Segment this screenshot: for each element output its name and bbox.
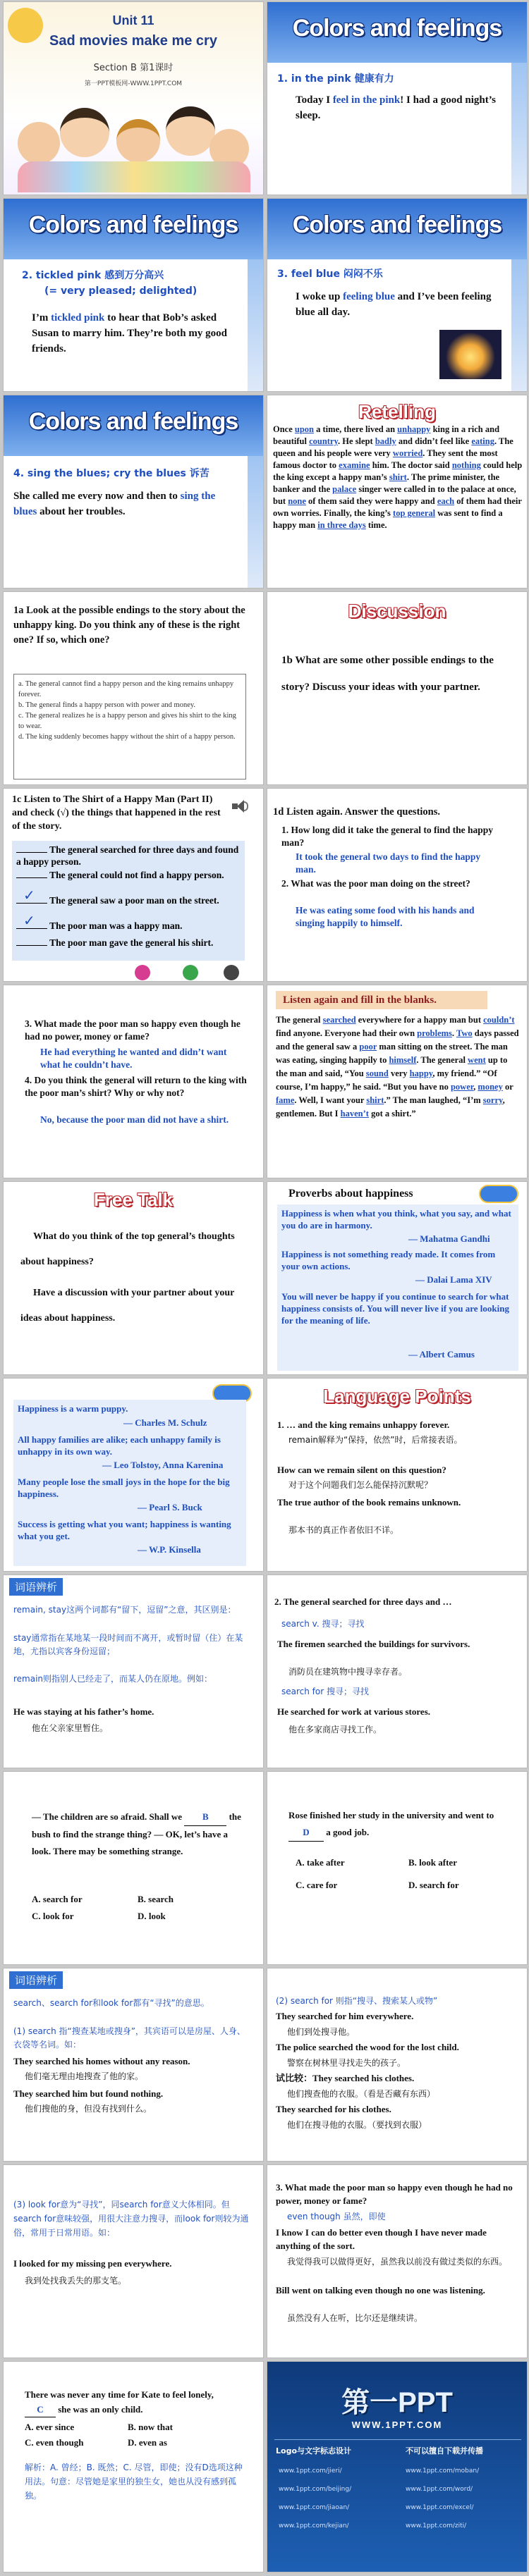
lp-1: 1. … and the king remains unhappy forever. <box>277 1419 450 1430</box>
option-b: B. look after <box>408 1857 457 1868</box>
lp-search-4: 消防员在建筑物中搜寻幸存者。 <box>288 1667 408 1677</box>
option-d: D. search for <box>408 1880 459 1890</box>
slide-heading: Language Points <box>323 1386 471 1407</box>
option-a: A. take after <box>296 1857 345 1868</box>
slide-fill-blanks <box>267 985 528 1178</box>
et-4: 我觉得我可以做得更好，虽然我以前没有做过类似的东西。 <box>287 2257 508 2267</box>
option-c: C. look for <box>32 1911 74 1921</box>
section-label: 词语辨析 <box>9 1971 63 1989</box>
proverb-2: Happiness is not something ready made. It comes from your own actions. <box>281 1249 496 1271</box>
check-item-1: The general searched for three days and found a happy person. <box>16 844 239 867</box>
slide-colors-2 <box>3 198 264 392</box>
children-illustration <box>18 94 250 192</box>
exercise-question: There was never any time for Kate to feel lonely, C she was an only child. <box>25 2387 236 2417</box>
passage-text: king in a rich and beautiful <box>273 424 500 446</box>
retelling-passage <box>273 424 523 531</box>
slide-colors-4 <box>3 395 264 588</box>
answer-word: went <box>468 1055 486 1065</box>
slide-title <box>3 1 264 195</box>
stop-button-icon[interactable] <box>224 965 239 980</box>
proverb-6-author: — Pearl S. Buck <box>138 1502 202 1512</box>
check-item-3: ✓ The general saw a poor man on the street. <box>16 894 239 906</box>
answer-word: badly <box>375 436 396 446</box>
proverb-7: Success is getting what you want; happiness is wanting what you get. <box>18 1519 231 1541</box>
proverb-7-author: — W.P. Kinsella <box>138 1544 201 1555</box>
passage-text: . He slept <box>338 436 375 446</box>
slide-heading: Proverbs about happiness <box>288 1188 413 1200</box>
passage-text: of them had their own worries. Finally, the king’s <box>273 496 522 518</box>
caption-left: Logo与文字标志设计 <box>276 2446 351 2455</box>
lp-search-7: 他在多家商店寻找工作。 <box>288 1725 382 1734</box>
slide-heading: Colors and feelings <box>292 211 502 238</box>
answer-word: Two <box>456 1028 473 1038</box>
proverb-1: Happiness is when what you think, what you say, and what you do are in harmony. <box>281 1208 511 1231</box>
question-1c: 1c Listen to The Shirt of a Happy Man (Part II) and check (√) the things that happened in the rest of the story. <box>12 794 221 832</box>
lf-2: I looked for my missing pen everywhere. <box>13 2258 172 2269</box>
slide-search-compare <box>3 1968 264 2162</box>
question-1b: 1b What are some other possible endings to the story? Discuss your ideas with your partner. <box>281 655 494 693</box>
endings-box <box>13 674 246 779</box>
option-d: D. look <box>138 1911 166 1921</box>
answer-blank: C <box>25 2402 56 2417</box>
example-sentence: I’m tickled pink to hear that Bob’s asked Susan to marry him. They’re both my good friends. <box>32 312 227 355</box>
slide-colors-1 <box>267 1 528 195</box>
passage-text: . The prime minister, the banker and the <box>273 472 500 494</box>
section-label: 词语辨析 <box>9 1578 63 1596</box>
q3: 3. What made the poor man so happy even though he had no power, money or fame? <box>25 1018 241 1042</box>
passage-text: The general <box>276 1015 323 1025</box>
play-button-icon[interactable] <box>135 965 150 980</box>
note-example-2: They searched him but found nothing. <box>13 2088 164 2099</box>
sf-8: They searched for his clothes. <box>276 2104 391 2114</box>
speaker-icon[interactable] <box>273 796 280 803</box>
ending-b: b. The general finds a happy person with power and money. <box>18 701 196 709</box>
note-translation-2: 他们搜他的身，但没有找到什么。 <box>25 2104 152 2114</box>
passage-text: and didn’t feel like <box>396 436 472 446</box>
passage-text: everywhere for a happy man but <box>355 1015 484 1025</box>
passage-text: , my friend.” “Of course, I’m happy,” he said. “But you have no <box>276 1068 497 1092</box>
phrase-item: 2. tickled pink 感到万分高兴 <box>22 270 164 281</box>
passage-text: Once <box>273 424 295 434</box>
proverb-4: Happiness is a warm puppy. <box>18 1403 128 1414</box>
footer-link[interactable]: www.1ppt.com/word/ <box>406 2486 473 2493</box>
sf-1: (2) search for 则指“搜寻、搜索某人或物” <box>276 1996 438 2006</box>
explanation: 解析：A. 曾经；B. 既然；C. 尽管，即使；没有D选项这种用法。句意：尽管她是家里的独生女，她也从没有感到孤独。 <box>25 2463 243 2501</box>
sf-7: 他们搜查他的衣服。（看是否藏有东西） <box>287 2089 436 2099</box>
brand-url: WWW.1PPT.COM <box>351 2420 443 2430</box>
footer-link[interactable]: www.1ppt.com/beijing/ <box>279 2486 352 2493</box>
slide-exercise-1 <box>3 1771 264 1965</box>
passage-text: .” The man laughed, “I’m <box>384 1095 483 1105</box>
slide-search <box>267 1574 528 1768</box>
footer-link[interactable]: www.1ppt.com/jiaoan/ <box>279 2504 350 2511</box>
answer-word: eating <box>471 436 494 446</box>
slide-exercise-2 <box>267 1771 528 1965</box>
sf-4: The police searched the wood for the lost child. <box>276 2042 459 2052</box>
answer-word: couldn’t <box>483 1015 515 1025</box>
slide-1c <box>3 788 264 982</box>
speaker-icon[interactable] <box>231 799 249 814</box>
note-example-1: They searched his homes without any reason. <box>13 2056 190 2066</box>
slide-heading: Retelling <box>358 401 436 422</box>
et-2: even though 虽然，即使 <box>287 2212 386 2221</box>
brand-logo: 第一PPT <box>341 2387 453 2418</box>
slide-heading: Colors and feelings <box>28 211 238 238</box>
sf-5: 警察在树林里寻找走失的孩子。 <box>287 2058 406 2068</box>
footer-link[interactable]: www.1ppt.com/kejian/ <box>279 2522 349 2529</box>
proverb-3: You will never be happy if you continue to search for what happiness consists of. You will never live if you are looking for the meaning of life. <box>281 1291 509 1326</box>
answer-word: shirt <box>389 472 407 482</box>
note-example: He was staying at his father’s home. <box>13 1706 154 1717</box>
option-a: A. ever since <box>25 2422 75 2432</box>
free-talk-q1: What do you think of the top general’s thoughts about happiness? <box>20 1231 235 1267</box>
answer-word: searched <box>322 1015 356 1025</box>
note-translation: 他在父亲家里暂住。 <box>32 1723 109 1733</box>
proverb-6: Many people lose the small joys in the hope for the big happiness. <box>18 1477 230 1499</box>
slide-heading: Colors and feelings <box>28 408 238 435</box>
q4: 4. Do you think the general will return to the king with the poor man’s shirt? Why or why not? <box>25 1075 247 1098</box>
check-mark: ✓ <box>23 887 35 904</box>
slide-free-talk <box>3 1181 264 1375</box>
check-list <box>12 841 245 961</box>
answer-word: himself <box>389 1055 417 1065</box>
example-sentence: Today I feel in the pink! I had a good night’s sleep. <box>296 94 496 121</box>
lp-4: 对于这个问题我们怎么能保持沉默呢？ <box>288 1480 433 1490</box>
passage-text: . The general <box>416 1055 468 1065</box>
lp-search-5: search for 搜寻；寻找 <box>281 1687 369 1696</box>
proverb-5: All happy families are alike; each unhappy family is unhappy in its own way. <box>18 1434 221 1457</box>
passage-text: time. <box>365 520 387 530</box>
answer-word: worried <box>392 448 423 458</box>
section-label: Section B 第1课时 <box>93 63 174 73</box>
footer-link[interactable]: www.1ppt.com/moban/ <box>406 2467 480 2475</box>
option-b: B. search <box>138 1894 174 1904</box>
next-button-icon[interactable] <box>183 965 198 980</box>
passage-text: singer were called in to the palace at once, but <box>273 484 516 506</box>
answer-blank: B <box>184 1808 226 1826</box>
passage-text: . <box>451 1028 456 1038</box>
answer-word: examine <box>339 460 370 470</box>
footer-link[interactable]: www.1ppt.com/jieri/ <box>279 2467 342 2475</box>
site-label: 第一PPT模板网-WWW.1PPT.COM <box>84 80 183 87</box>
passage-text: , <box>473 1082 478 1092</box>
a3: He had everything he wanted and didn’t want what he couldn’t have. <box>40 1047 227 1070</box>
answer-word: nothing <box>451 460 481 470</box>
ending-c: c. The general realizes he is a happy person and gives his shirt to the king to wear. <box>18 712 236 730</box>
lesson-title: Sad movies make me cry <box>49 33 217 49</box>
passage-text: very <box>388 1068 410 1078</box>
lp-search-2: search v. 搜寻；寻找 <box>281 1619 365 1629</box>
a2: He was eating some food with his hands and singing happily to himself. <box>296 905 475 928</box>
passage-text: find anyone. Everyone had their own <box>276 1028 418 1038</box>
slide-heading: Colors and feelings <box>292 15 502 42</box>
check-item-2: The general could not find a happy person. <box>16 869 239 881</box>
answer-word: poor <box>359 1042 377 1052</box>
phrase-item-note: (= very pleased; delighted) <box>44 285 197 297</box>
option-c: C. care for <box>296 1880 338 1890</box>
option-a: A. search for <box>32 1894 83 1904</box>
passage-text: was sent to find a happy man <box>273 508 503 530</box>
lf-3: 我到处找我丢失的那支笔。 <box>25 2276 127 2286</box>
slide-proverbs-2 <box>3 1378 264 1572</box>
note-1: remain, stay这两个词都有“留下，逗留”之意，其区别是： <box>13 1605 236 1615</box>
proverb-1-author: — Mahatma Gandhi <box>408 1233 490 1244</box>
passage-text: . Well, I want your <box>294 1095 367 1105</box>
et-1: 3. What made the poor man so happy even though he had no power, money or fame? <box>276 2182 513 2206</box>
slide-1a <box>3 591 264 785</box>
slide-exercise-3 <box>3 2361 264 2572</box>
answer-word: top general <box>393 508 436 518</box>
passage-text: up to the man and said, “You <box>276 1055 508 1078</box>
phrase-item: 4. sing the blues; cry the blues 诉苦 <box>13 468 209 479</box>
happy-badge-icon <box>479 1185 518 1203</box>
answer-word: in three days <box>317 520 366 530</box>
note-3: remain则指别人已经走了，而某人仍在原地。例如： <box>13 1674 213 1684</box>
proverb-3-author: — Albert Camus <box>408 1349 475 1360</box>
passage-text: , gentlemen. But I <box>276 1095 505 1118</box>
slide-retelling <box>267 395 528 588</box>
lp-6: 那本书的真正作者依旧不详。 <box>288 1525 399 1535</box>
slide-discussion <box>267 591 528 785</box>
passage-text: him. The doctor said <box>370 460 452 470</box>
slide-colors-3 <box>267 198 528 392</box>
note-1: search、search for和look for都有“寻找”的意思。 <box>13 1998 209 2008</box>
passage-text: . They sent the most famous doctor to <box>273 448 498 470</box>
slide-search-for <box>267 1968 528 2162</box>
passage-text: or <box>502 1082 513 1092</box>
caption-right: 不可以擅自下载并传播 <box>406 2446 483 2455</box>
answer-word: fame <box>276 1095 295 1105</box>
check-item-4: ✓ The poor man was a happy man. <box>16 920 239 932</box>
q1: 1. How long did it take the general to find the happy man? <box>281 825 494 848</box>
lantern-image <box>439 330 501 379</box>
example-sentence: She called me every now and then to sing the blues about her troubles. <box>13 491 216 517</box>
option-b: B. now that <box>128 2422 173 2432</box>
lp-search-1: 2. The general searched for three days and … <box>274 1596 452 1607</box>
q2: 2. What was the poor man doing on the street? <box>281 878 470 889</box>
answer-blank: D <box>288 1824 324 1842</box>
option-c: C. even though <box>25 2437 84 2448</box>
lf-1: (3) look for意为“寻找”，同search for意义大体相同。但search for意味较强，用很大注意力搜寻，而look for则较为通俗，常用于日常用语。如： <box>13 2200 249 2238</box>
sf-2: They searched for him everywhere. <box>276 2011 414 2021</box>
slide-heading: Listen again and fill in the blanks. <box>283 994 437 1006</box>
phrase-item: 1. in the pink 健康有力 <box>277 73 394 85</box>
proverb-4-author: — Charles M. Schulz <box>123 1417 207 1428</box>
answer-word: sorry <box>482 1095 503 1105</box>
free-talk-q2: Have a discussion with your partner about your ideas about happiness. <box>20 1288 235 1324</box>
answer-word: shirt <box>366 1095 384 1105</box>
fill-passage <box>276 1013 520 1121</box>
passage-text: of them said they were happy and <box>305 496 437 506</box>
lp-search-6: He searched for work at various stores. <box>277 1706 431 1717</box>
answer-word: problems <box>417 1028 452 1038</box>
slide-1d <box>267 788 528 982</box>
et-6: 虽然没有人在听，比尔还是继续讲。 <box>287 2313 423 2323</box>
proverb-5-author: — Leo Tolstoy, Anna Karenina <box>102 1460 224 1470</box>
answer-word: none <box>288 496 306 506</box>
et-5: Bill went on talking even though no one was listening. <box>276 2285 485 2295</box>
option-d: D. even as <box>128 2437 167 2448</box>
answer-word: upon <box>294 424 315 434</box>
slide-remain-stay <box>3 1574 264 1768</box>
a4: No, because the poor man did not have a shirt. <box>40 1114 229 1125</box>
slide-heading: Discussion <box>348 600 446 622</box>
footer-link[interactable]: www.1ppt.com/excel/ <box>406 2504 474 2511</box>
lp-5: The true author of the book remains unknown. <box>277 1497 461 1508</box>
example-sentence: I woke up feeling blue and I’ve been feeling blue all day. <box>296 291 492 318</box>
et-3: I know I can do better even though I have never made anything of the sort. <box>276 2227 487 2251</box>
answer-word: haven’t <box>340 1109 369 1118</box>
sf-3: 他们到处搜寻他。 <box>287 2027 355 2037</box>
answer-word: unhappy <box>397 424 431 434</box>
footer-link[interactable]: www.1ppt.com/ziti/ <box>406 2522 467 2529</box>
check-item-5: The poor man gave the general his shirt. <box>16 937 239 949</box>
answer-word: power <box>450 1082 474 1092</box>
check-mark: ✓ <box>23 912 35 929</box>
passage-text: . The queen and his people were very <box>273 436 513 458</box>
question-1d: 1d Listen again. Answer the questions. <box>273 806 441 818</box>
phrase-item: 3. feel blue 闷闷不乐 <box>277 269 383 280</box>
slide-ending <box>267 2361 528 2572</box>
exercise-question: — The children are so afraid. Shall we B the bush to find the strange thing? — OK, let’s have a look. There may be something strange. <box>32 1808 243 1860</box>
passage-text: got a shirt.” <box>368 1109 416 1118</box>
slide-proverbs-1 <box>267 1181 528 1375</box>
ending-a: a. The general cannot find a happy person and the king remains unhappy forever. <box>18 680 234 698</box>
answer-word: sound <box>365 1068 389 1078</box>
slide-look-for <box>3 2164 264 2358</box>
lp-2: remain解释为“保持，依然”时，后常接表语。 <box>288 1435 463 1445</box>
slide-1d-cont <box>3 985 264 1178</box>
proverb-2-author: — Dalai Lama XIV <box>415 1274 492 1285</box>
answer-word: happy <box>409 1068 433 1078</box>
note-2: (1) search 指“搜查某地或搜身”，其宾语可以是房屋、人身、衣袋等名词。如： <box>13 2026 245 2050</box>
slide-language-points <box>267 1378 528 1572</box>
answer-word: palace <box>332 484 357 494</box>
question-1a: 1a Look at the possible endings to the story about the unhappy king. Do you think any of these is the right one? If so, which one? <box>13 605 245 646</box>
lp-search-3: The firemen searched the buildings for survivors. <box>277 1639 470 1649</box>
answer-word: money <box>478 1082 503 1092</box>
passage-text: a time, there lived an <box>314 424 398 434</box>
passage-text: man sitting on the street. The man was eating, singing happily to <box>276 1042 508 1065</box>
note-2: stay通常指在某地某一段时间而不离开，或暂时留（住）在某地，尤指以宾客身份逗留； <box>13 1633 243 1656</box>
passage-text: days passed and the general saw a <box>276 1028 519 1052</box>
answer-word: each <box>437 496 455 506</box>
lp-3: How can we remain silent on this question? <box>277 1465 446 1475</box>
slide-heading: Free Talk <box>93 1189 174 1210</box>
answer-word: country <box>309 436 339 446</box>
slide-even-though <box>267 2164 528 2358</box>
sf-9: 他们在搜寻他的衣服。（要找到衣服） <box>287 2120 427 2130</box>
passage-text: could help the king except a happy man’s <box>273 460 523 482</box>
ending-d: d. The king suddenly becomes happy without the shirt of a happy person. <box>18 733 236 741</box>
unit-label: Unit 11 <box>112 13 154 27</box>
exercise-question: Rose finished her study in the university and went to D a good job. <box>288 1807 507 1842</box>
note-translation-1: 他们毫无理由地搜查了他的家。 <box>25 2071 144 2081</box>
sf-6: 试比较：They searched his clothes. <box>276 2073 415 2083</box>
a1: It took the general two days to find the happy man. <box>296 851 481 875</box>
